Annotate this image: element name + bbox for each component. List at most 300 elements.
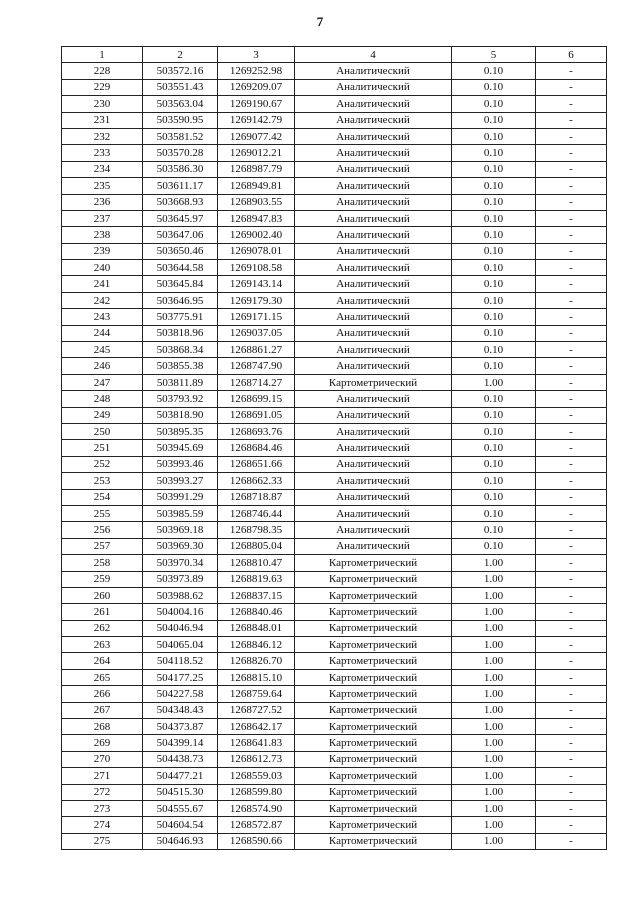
note-cell: - xyxy=(536,555,607,571)
note-cell: - xyxy=(536,784,607,800)
accuracy-cell: 1.00 xyxy=(452,604,536,620)
x-coordinate-cell: 503970.34 xyxy=(143,555,218,571)
accuracy-cell: 0.10 xyxy=(452,79,536,95)
point-number-cell: 244 xyxy=(62,325,143,341)
note-cell: - xyxy=(536,112,607,128)
table-row xyxy=(62,178,607,194)
point-number-cell: 259 xyxy=(62,571,143,587)
x-coordinate-cell: 504438.73 xyxy=(143,751,218,767)
y-coordinate-cell: 1269143.14 xyxy=(218,276,295,292)
table-row xyxy=(62,702,607,718)
accuracy-cell: 0.10 xyxy=(452,194,536,210)
note-cell: - xyxy=(536,768,607,784)
accuracy-cell: 0.10 xyxy=(452,227,536,243)
table-row xyxy=(62,374,607,390)
y-coordinate-cell: 1268699.15 xyxy=(218,391,295,407)
point-number-cell: 234 xyxy=(62,161,143,177)
note-cell: - xyxy=(536,800,607,816)
note-cell: - xyxy=(536,817,607,833)
accuracy-cell: 1.00 xyxy=(452,817,536,833)
y-coordinate-cell: 1268949.81 xyxy=(218,178,295,194)
point-number-cell: 269 xyxy=(62,735,143,751)
x-coordinate-cell: 503645.97 xyxy=(143,210,218,226)
point-number-cell: 270 xyxy=(62,751,143,767)
accuracy-cell: 1.00 xyxy=(452,374,536,390)
x-coordinate-cell: 503985.59 xyxy=(143,505,218,521)
y-coordinate-cell: 1268861.27 xyxy=(218,342,295,358)
y-coordinate-cell: 1268693.76 xyxy=(218,423,295,439)
point-number-cell: 237 xyxy=(62,210,143,226)
point-number-cell: 261 xyxy=(62,604,143,620)
y-coordinate-cell: 1268684.46 xyxy=(218,440,295,456)
method-cell: Аналитический xyxy=(295,243,452,259)
point-number-cell: 271 xyxy=(62,768,143,784)
accuracy-cell: 0.10 xyxy=(452,456,536,472)
column-header: 3 xyxy=(218,47,295,63)
y-coordinate-cell: 1269077.42 xyxy=(218,128,295,144)
point-number-cell: 239 xyxy=(62,243,143,259)
method-cell: Картометрический xyxy=(295,768,452,784)
method-cell: Аналитический xyxy=(295,440,452,456)
x-coordinate-cell: 504515.30 xyxy=(143,784,218,800)
accuracy-cell: 0.10 xyxy=(452,440,536,456)
note-cell: - xyxy=(536,374,607,390)
y-coordinate-cell: 1269190.67 xyxy=(218,96,295,112)
method-cell: Аналитический xyxy=(295,276,452,292)
x-coordinate-cell: 503993.27 xyxy=(143,473,218,489)
table-row xyxy=(62,505,607,521)
accuracy-cell: 1.00 xyxy=(452,751,536,767)
y-coordinate-cell: 1269252.98 xyxy=(218,63,295,79)
table-row xyxy=(62,653,607,669)
x-coordinate-cell: 503646.95 xyxy=(143,292,218,308)
x-coordinate-cell: 504555.67 xyxy=(143,800,218,816)
point-number-cell: 263 xyxy=(62,637,143,653)
y-coordinate-cell: 1268848.01 xyxy=(218,620,295,636)
table-row xyxy=(62,63,607,79)
point-number-cell: 268 xyxy=(62,719,143,735)
method-cell: Аналитический xyxy=(295,358,452,374)
note-cell: - xyxy=(536,292,607,308)
x-coordinate-cell: 503572.16 xyxy=(143,63,218,79)
method-cell: Картометрический xyxy=(295,555,452,571)
note-cell: - xyxy=(536,522,607,538)
x-coordinate-cell: 503973.89 xyxy=(143,571,218,587)
method-cell: Аналитический xyxy=(295,522,452,538)
point-number-cell: 273 xyxy=(62,800,143,816)
table-row xyxy=(62,325,607,341)
point-number-cell: 245 xyxy=(62,342,143,358)
accuracy-cell: 0.10 xyxy=(452,325,536,341)
note-cell: - xyxy=(536,325,607,341)
note-cell: - xyxy=(536,358,607,374)
point-number-cell: 256 xyxy=(62,522,143,538)
method-cell: Аналитический xyxy=(295,473,452,489)
point-number-cell: 254 xyxy=(62,489,143,505)
note-cell: - xyxy=(536,719,607,735)
point-number-cell: 231 xyxy=(62,112,143,128)
table-header-row xyxy=(62,47,607,63)
method-cell: Картометрический xyxy=(295,669,452,685)
table-row xyxy=(62,243,607,259)
table-row xyxy=(62,637,607,653)
y-coordinate-cell: 1268691.05 xyxy=(218,407,295,423)
x-coordinate-cell: 503650.46 xyxy=(143,243,218,259)
y-coordinate-cell: 1268651.66 xyxy=(218,456,295,472)
y-coordinate-cell: 1269078.01 xyxy=(218,243,295,259)
table-row xyxy=(62,440,607,456)
y-coordinate-cell: 1268837.15 xyxy=(218,587,295,603)
table-row xyxy=(62,210,607,226)
method-cell: Аналитический xyxy=(295,145,452,161)
x-coordinate-cell: 504399.14 xyxy=(143,735,218,751)
method-cell: Картометрический xyxy=(295,686,452,702)
note-cell: - xyxy=(536,571,607,587)
point-number-cell: 230 xyxy=(62,96,143,112)
method-cell: Аналитический xyxy=(295,309,452,325)
column-header: 6 xyxy=(536,47,607,63)
accuracy-cell: 1.00 xyxy=(452,637,536,653)
note-cell: - xyxy=(536,653,607,669)
note-cell: - xyxy=(536,505,607,521)
y-coordinate-cell: 1269171.15 xyxy=(218,309,295,325)
x-coordinate-cell: 503551.43 xyxy=(143,79,218,95)
x-coordinate-cell: 503811.89 xyxy=(143,374,218,390)
point-number-cell: 251 xyxy=(62,440,143,456)
point-number-cell: 250 xyxy=(62,423,143,439)
point-number-cell: 265 xyxy=(62,669,143,685)
table-row xyxy=(62,620,607,636)
x-coordinate-cell: 503668.93 xyxy=(143,194,218,210)
accuracy-cell: 0.10 xyxy=(452,178,536,194)
note-cell: - xyxy=(536,538,607,554)
method-cell: Картометрический xyxy=(295,833,452,849)
table-row xyxy=(62,669,607,685)
method-cell: Аналитический xyxy=(295,260,452,276)
table-row xyxy=(62,686,607,702)
y-coordinate-cell: 1269037.05 xyxy=(218,325,295,341)
note-cell: - xyxy=(536,145,607,161)
accuracy-cell: 0.10 xyxy=(452,505,536,521)
note-cell: - xyxy=(536,243,607,259)
x-coordinate-cell: 503644.58 xyxy=(143,260,218,276)
x-coordinate-cell: 503563.04 xyxy=(143,96,218,112)
coordinates-table xyxy=(61,46,607,850)
accuracy-cell: 0.10 xyxy=(452,473,536,489)
accuracy-cell: 0.10 xyxy=(452,243,536,259)
x-coordinate-cell: 503993.46 xyxy=(143,456,218,472)
note-cell: - xyxy=(536,751,607,767)
y-coordinate-cell: 1268612.73 xyxy=(218,751,295,767)
note-cell: - xyxy=(536,587,607,603)
table-row xyxy=(62,194,607,210)
y-coordinate-cell: 1268714.27 xyxy=(218,374,295,390)
y-coordinate-cell: 1268987.79 xyxy=(218,161,295,177)
method-cell: Аналитический xyxy=(295,79,452,95)
table-row xyxy=(62,276,607,292)
accuracy-cell: 1.00 xyxy=(452,719,536,735)
accuracy-cell: 0.10 xyxy=(452,342,536,358)
table-row xyxy=(62,423,607,439)
table-row xyxy=(62,751,607,767)
table-body xyxy=(62,63,607,850)
method-cell: Аналитический xyxy=(295,112,452,128)
point-number-cell: 228 xyxy=(62,63,143,79)
note-cell: - xyxy=(536,604,607,620)
point-number-cell: 242 xyxy=(62,292,143,308)
x-coordinate-cell: 504604.54 xyxy=(143,817,218,833)
accuracy-cell: 0.10 xyxy=(452,260,536,276)
method-cell: Аналитический xyxy=(295,227,452,243)
y-coordinate-cell: 1268642.17 xyxy=(218,719,295,735)
method-cell: Аналитический xyxy=(295,325,452,341)
method-cell: Аналитический xyxy=(295,407,452,423)
point-number-cell: 247 xyxy=(62,374,143,390)
x-coordinate-cell: 503590.95 xyxy=(143,112,218,128)
y-coordinate-cell: 1268662.33 xyxy=(218,473,295,489)
table-row xyxy=(62,817,607,833)
y-coordinate-cell: 1269179.30 xyxy=(218,292,295,308)
note-cell: - xyxy=(536,620,607,636)
x-coordinate-cell: 503645.84 xyxy=(143,276,218,292)
table-row xyxy=(62,735,607,751)
point-number-cell: 249 xyxy=(62,407,143,423)
method-cell: Картометрический xyxy=(295,620,452,636)
x-coordinate-cell: 503581.52 xyxy=(143,128,218,144)
method-cell: Аналитический xyxy=(295,210,452,226)
x-coordinate-cell: 503855.38 xyxy=(143,358,218,374)
y-coordinate-cell: 1268559.03 xyxy=(218,768,295,784)
note-cell: - xyxy=(536,194,607,210)
table-row xyxy=(62,555,607,571)
note-cell: - xyxy=(536,210,607,226)
x-coordinate-cell: 504373.87 xyxy=(143,719,218,735)
table-row xyxy=(62,522,607,538)
method-cell: Аналитический xyxy=(295,489,452,505)
table-row xyxy=(62,358,607,374)
accuracy-cell: 1.00 xyxy=(452,571,536,587)
point-number-cell: 253 xyxy=(62,473,143,489)
y-coordinate-cell: 1269142.79 xyxy=(218,112,295,128)
x-coordinate-cell: 503586.30 xyxy=(143,161,218,177)
y-coordinate-cell: 1268747.90 xyxy=(218,358,295,374)
x-coordinate-cell: 503988.62 xyxy=(143,587,218,603)
x-coordinate-cell: 503647.06 xyxy=(143,227,218,243)
table-row xyxy=(62,112,607,128)
x-coordinate-cell: 503570.28 xyxy=(143,145,218,161)
y-coordinate-cell: 1268572.87 xyxy=(218,817,295,833)
point-number-cell: 260 xyxy=(62,587,143,603)
table-row xyxy=(62,719,607,735)
y-coordinate-cell: 1268846.12 xyxy=(218,637,295,653)
y-coordinate-cell: 1268746.44 xyxy=(218,505,295,521)
point-number-cell: 267 xyxy=(62,702,143,718)
point-number-cell: 229 xyxy=(62,79,143,95)
note-cell: - xyxy=(536,227,607,243)
point-number-cell: 240 xyxy=(62,260,143,276)
y-coordinate-cell: 1268826.70 xyxy=(218,653,295,669)
point-number-cell: 233 xyxy=(62,145,143,161)
table-row xyxy=(62,96,607,112)
note-cell: - xyxy=(536,473,607,489)
x-coordinate-cell: 503969.18 xyxy=(143,522,218,538)
page-number: 7 xyxy=(316,14,324,29)
accuracy-cell: 1.00 xyxy=(452,735,536,751)
method-cell: Аналитический xyxy=(295,391,452,407)
y-coordinate-cell: 1268574.90 xyxy=(218,800,295,816)
note-cell: - xyxy=(536,702,607,718)
method-cell: Картометрический xyxy=(295,784,452,800)
column-header: 2 xyxy=(143,47,218,63)
method-cell: Картометрический xyxy=(295,587,452,603)
method-cell: Картометрический xyxy=(295,571,452,587)
y-coordinate-cell: 1268759.64 xyxy=(218,686,295,702)
method-cell: Аналитический xyxy=(295,63,452,79)
y-coordinate-cell: 1268947.83 xyxy=(218,210,295,226)
table-row xyxy=(62,768,607,784)
point-number-cell: 266 xyxy=(62,686,143,702)
accuracy-cell: 0.10 xyxy=(452,358,536,374)
x-coordinate-cell: 503895.35 xyxy=(143,423,218,439)
accuracy-cell: 1.00 xyxy=(452,653,536,669)
table-row xyxy=(62,587,607,603)
y-coordinate-cell: 1268718.87 xyxy=(218,489,295,505)
point-number-cell: 262 xyxy=(62,620,143,636)
note-cell: - xyxy=(536,79,607,95)
table-row xyxy=(62,309,607,325)
method-cell: Аналитический xyxy=(295,456,452,472)
x-coordinate-cell: 503991.29 xyxy=(143,489,218,505)
accuracy-cell: 0.10 xyxy=(452,145,536,161)
accuracy-cell: 0.10 xyxy=(452,292,536,308)
note-cell: - xyxy=(536,342,607,358)
point-number-cell: 246 xyxy=(62,358,143,374)
point-number-cell: 255 xyxy=(62,505,143,521)
column-header: 1 xyxy=(62,47,143,63)
accuracy-cell: 0.10 xyxy=(452,538,536,554)
note-cell: - xyxy=(536,309,607,325)
accuracy-cell: 0.10 xyxy=(452,161,536,177)
method-cell: Картометрический xyxy=(295,653,452,669)
table-row xyxy=(62,145,607,161)
y-coordinate-cell: 1269108.58 xyxy=(218,260,295,276)
x-coordinate-cell: 503945.69 xyxy=(143,440,218,456)
x-coordinate-cell: 504477.21 xyxy=(143,768,218,784)
note-cell: - xyxy=(536,637,607,653)
accuracy-cell: 1.00 xyxy=(452,833,536,849)
x-coordinate-cell: 504348.43 xyxy=(143,702,218,718)
column-header: 5 xyxy=(452,47,536,63)
table-row xyxy=(62,342,607,358)
note-cell: - xyxy=(536,669,607,685)
accuracy-cell: 0.10 xyxy=(452,63,536,79)
accuracy-cell: 0.10 xyxy=(452,391,536,407)
point-number-cell: 252 xyxy=(62,456,143,472)
note-cell: - xyxy=(536,423,607,439)
table-row xyxy=(62,292,607,308)
method-cell: Картометрический xyxy=(295,800,452,816)
accuracy-cell: 1.00 xyxy=(452,702,536,718)
table-row xyxy=(62,604,607,620)
table-row xyxy=(62,571,607,587)
y-coordinate-cell: 1268599.80 xyxy=(218,784,295,800)
x-coordinate-cell: 504004.16 xyxy=(143,604,218,620)
table-row xyxy=(62,473,607,489)
point-number-cell: 275 xyxy=(62,833,143,849)
note-cell: - xyxy=(536,456,607,472)
x-coordinate-cell: 504118.52 xyxy=(143,653,218,669)
y-coordinate-cell: 1268819.63 xyxy=(218,571,295,587)
method-cell: Аналитический xyxy=(295,538,452,554)
x-coordinate-cell: 503969.30 xyxy=(143,538,218,554)
accuracy-cell: 1.00 xyxy=(452,555,536,571)
x-coordinate-cell: 503793.92 xyxy=(143,391,218,407)
accuracy-cell: 1.00 xyxy=(452,784,536,800)
point-number-cell: 274 xyxy=(62,817,143,833)
accuracy-cell: 1.00 xyxy=(452,686,536,702)
x-coordinate-cell: 503611.17 xyxy=(143,178,218,194)
point-number-cell: 258 xyxy=(62,555,143,571)
y-coordinate-cell: 1268798.35 xyxy=(218,522,295,538)
accuracy-cell: 1.00 xyxy=(452,669,536,685)
method-cell: Аналитический xyxy=(295,161,452,177)
note-cell: - xyxy=(536,440,607,456)
accuracy-cell: 0.10 xyxy=(452,210,536,226)
accuracy-cell: 0.10 xyxy=(452,112,536,128)
accuracy-cell: 1.00 xyxy=(452,800,536,816)
method-cell: Картометрический xyxy=(295,735,452,751)
accuracy-cell: 1.00 xyxy=(452,768,536,784)
point-number-cell: 232 xyxy=(62,128,143,144)
note-cell: - xyxy=(536,686,607,702)
table-row xyxy=(62,456,607,472)
x-coordinate-cell: 504046.94 xyxy=(143,620,218,636)
table-row xyxy=(62,538,607,554)
table-row xyxy=(62,800,607,816)
note-cell: - xyxy=(536,128,607,144)
accuracy-cell: 0.10 xyxy=(452,276,536,292)
y-coordinate-cell: 1268815.10 xyxy=(218,669,295,685)
method-cell: Аналитический xyxy=(295,423,452,439)
point-number-cell: 238 xyxy=(62,227,143,243)
y-coordinate-cell: 1268641.83 xyxy=(218,735,295,751)
method-cell: Картометрический xyxy=(295,604,452,620)
table-row xyxy=(62,489,607,505)
method-cell: Аналитический xyxy=(295,342,452,358)
table-row xyxy=(62,128,607,144)
method-cell: Картометрический xyxy=(295,702,452,718)
note-cell: - xyxy=(536,63,607,79)
method-cell: Аналитический xyxy=(295,194,452,210)
note-cell: - xyxy=(536,833,607,849)
accuracy-cell: 0.10 xyxy=(452,96,536,112)
point-number-cell: 257 xyxy=(62,538,143,554)
accuracy-cell: 0.10 xyxy=(452,309,536,325)
table-row xyxy=(62,79,607,95)
x-coordinate-cell: 503775.91 xyxy=(143,309,218,325)
note-cell: - xyxy=(536,407,607,423)
point-number-cell: 235 xyxy=(62,178,143,194)
accuracy-cell: 1.00 xyxy=(452,620,536,636)
x-coordinate-cell: 504227.58 xyxy=(143,686,218,702)
note-cell: - xyxy=(536,96,607,112)
table-row xyxy=(62,784,607,800)
accuracy-cell: 0.10 xyxy=(452,423,536,439)
method-cell: Картометрический xyxy=(295,751,452,767)
table-row xyxy=(62,227,607,243)
point-number-cell: 241 xyxy=(62,276,143,292)
table-row xyxy=(62,161,607,177)
